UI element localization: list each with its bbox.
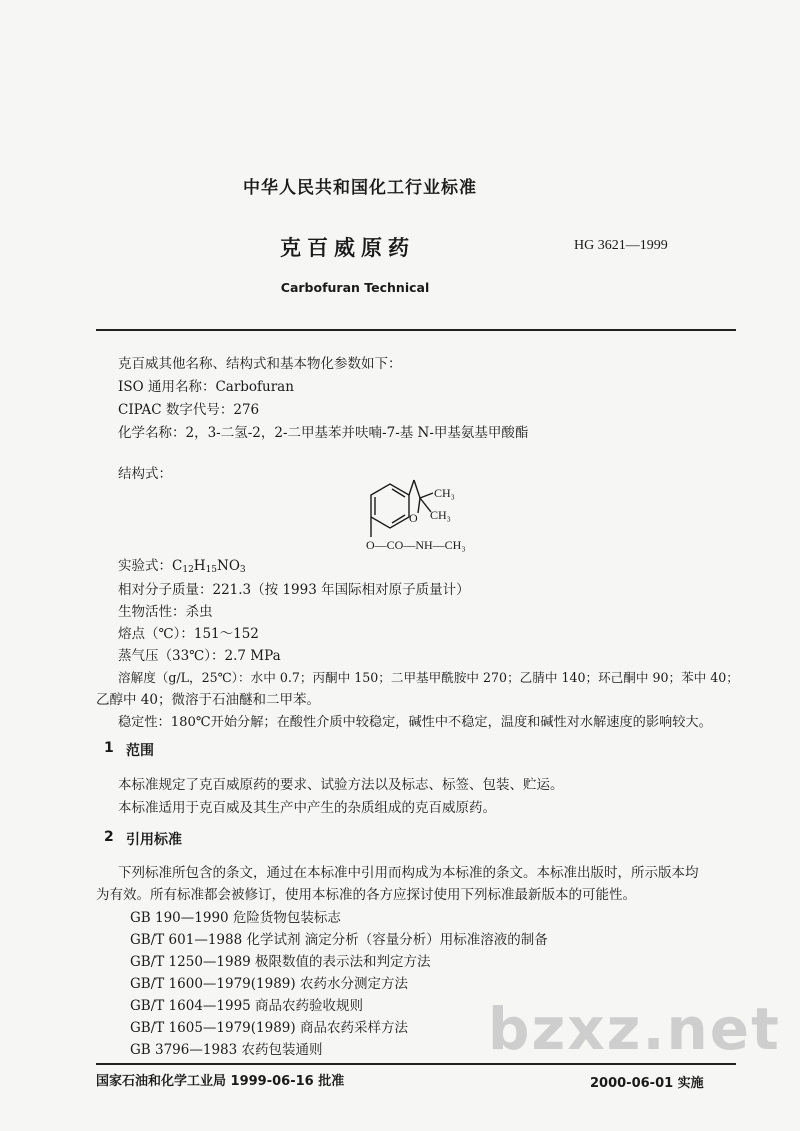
reference-item: GB/T 1605—1979(1989) 商品农药采样方法 <box>130 1020 408 1036</box>
reference-item: GB/T 1250—1989 极限数值的表示法和判定方法 <box>130 954 431 970</box>
cipac-code: CIPAC 数字代号：276 <box>118 402 260 418</box>
solubility-line-1: 溶解度（g/L，25℃）：水中 0.7；丙酮中 150；二甲基甲酰胺中 270；乙腈中 140；环己酮中 90；苯中 40； <box>118 670 739 685</box>
approval-line: 国家石油和化学工业局 1999-06-16 批准 <box>96 1074 345 1089</box>
formula-no: NO <box>217 558 240 574</box>
methyl-top: CH₃ <box>434 486 455 500</box>
doc-title-en: Carbofuran Technical <box>280 280 430 295</box>
section-2-para-line-2: 为有效。所有标准都会被修订，使用本标准的各方应探讨使用下列标准最新版本的可能性。 <box>96 887 636 903</box>
section-1-para-1: 本标准规定了克百威原药的要求、试验方法以及标志、标签、包装、贮运。 <box>118 777 564 793</box>
iso-name: ISO 通用名称：Carbofuran <box>118 379 294 395</box>
section-2-title: 引用标准 <box>126 832 182 848</box>
section-1-title: 范围 <box>126 743 154 759</box>
watermark: bzxz.net <box>488 995 781 1063</box>
stability: 稳定性：180℃开始分解；在酸性介质中较稳定，碱性中不稳定，温度和碱性对水解速度的影响较大。 <box>118 715 712 730</box>
solubility-line-2: 乙醇中 40；微溶于石油醚和二甲苯。 <box>96 692 320 708</box>
reference-item: GB/T 1604—1995 商品农药验收规则 <box>130 998 364 1014</box>
structure-label: 结构式： <box>118 466 172 482</box>
carbamate-chain: O—CO—NH—CH₃ <box>366 538 466 552</box>
melting-point: 熔点（℃）：151～152 <box>118 626 259 642</box>
header-rule <box>96 329 736 331</box>
org-title: 中华人民共和国化工行业标准 <box>243 178 477 198</box>
intro-line: 克百威其他名称、结构式和基本物化参数如下： <box>118 356 402 372</box>
vapor-pressure: 蒸气压（33℃）：2.7 MPa <box>118 648 281 664</box>
methyl-bottom: CH₃ <box>430 508 451 522</box>
ring-oxygen: O <box>409 511 418 525</box>
reference-item: GB 190—1990 危险货物包装标志 <box>130 910 341 926</box>
benzene-ring <box>371 484 409 528</box>
formula-no-sub: 3 <box>239 565 246 575</box>
reference-item: GB/T 1600—1979(1989) 农药水分测定方法 <box>130 976 408 992</box>
reference-item: GB 3796—1983 农药包装通则 <box>130 1042 323 1058</box>
molecular-weight: 相对分子质量：221.3（按 1993 年国际相对原子质量计） <box>118 582 470 598</box>
formula-c-sub: 12 <box>182 565 194 575</box>
formula-c: C <box>172 558 183 574</box>
section-2-para-line-1: 下列标准所包含的条文，通过在本标准中引用而构成为本标准的条文。本标准出版时，所示版本均 <box>118 865 699 881</box>
section-1-number: 1 <box>104 740 114 756</box>
reference-item: GB/T 601—1988 化学试剂 滴定分析（容量分析）用标准溶液的制备 <box>130 932 548 948</box>
chemical-name: 化学名称：2，3-二氢-2，2-二甲基苯并呋喃-7-基 N-甲基氨基甲酸酯 <box>118 425 529 441</box>
effective-date: 2000-06-01 实施 <box>590 1076 704 1091</box>
section-1-para-2: 本标准适用于克百威及其生产中产生的杂质组成的克百威原药。 <box>118 800 496 816</box>
section-2-number: 2 <box>104 829 114 845</box>
formula-label: 实验式： <box>118 558 172 574</box>
formula-h: H <box>193 558 206 574</box>
formula-h-sub: 15 <box>205 565 218 575</box>
biological-activity: 生物活性：杀虫 <box>118 604 213 620</box>
doc-title-cn: 克百威原药 <box>280 236 415 260</box>
empirical-formula <box>118 557 246 579</box>
footer-rule <box>96 1063 736 1065</box>
standard-number: HG 3621—1999 <box>574 238 668 253</box>
